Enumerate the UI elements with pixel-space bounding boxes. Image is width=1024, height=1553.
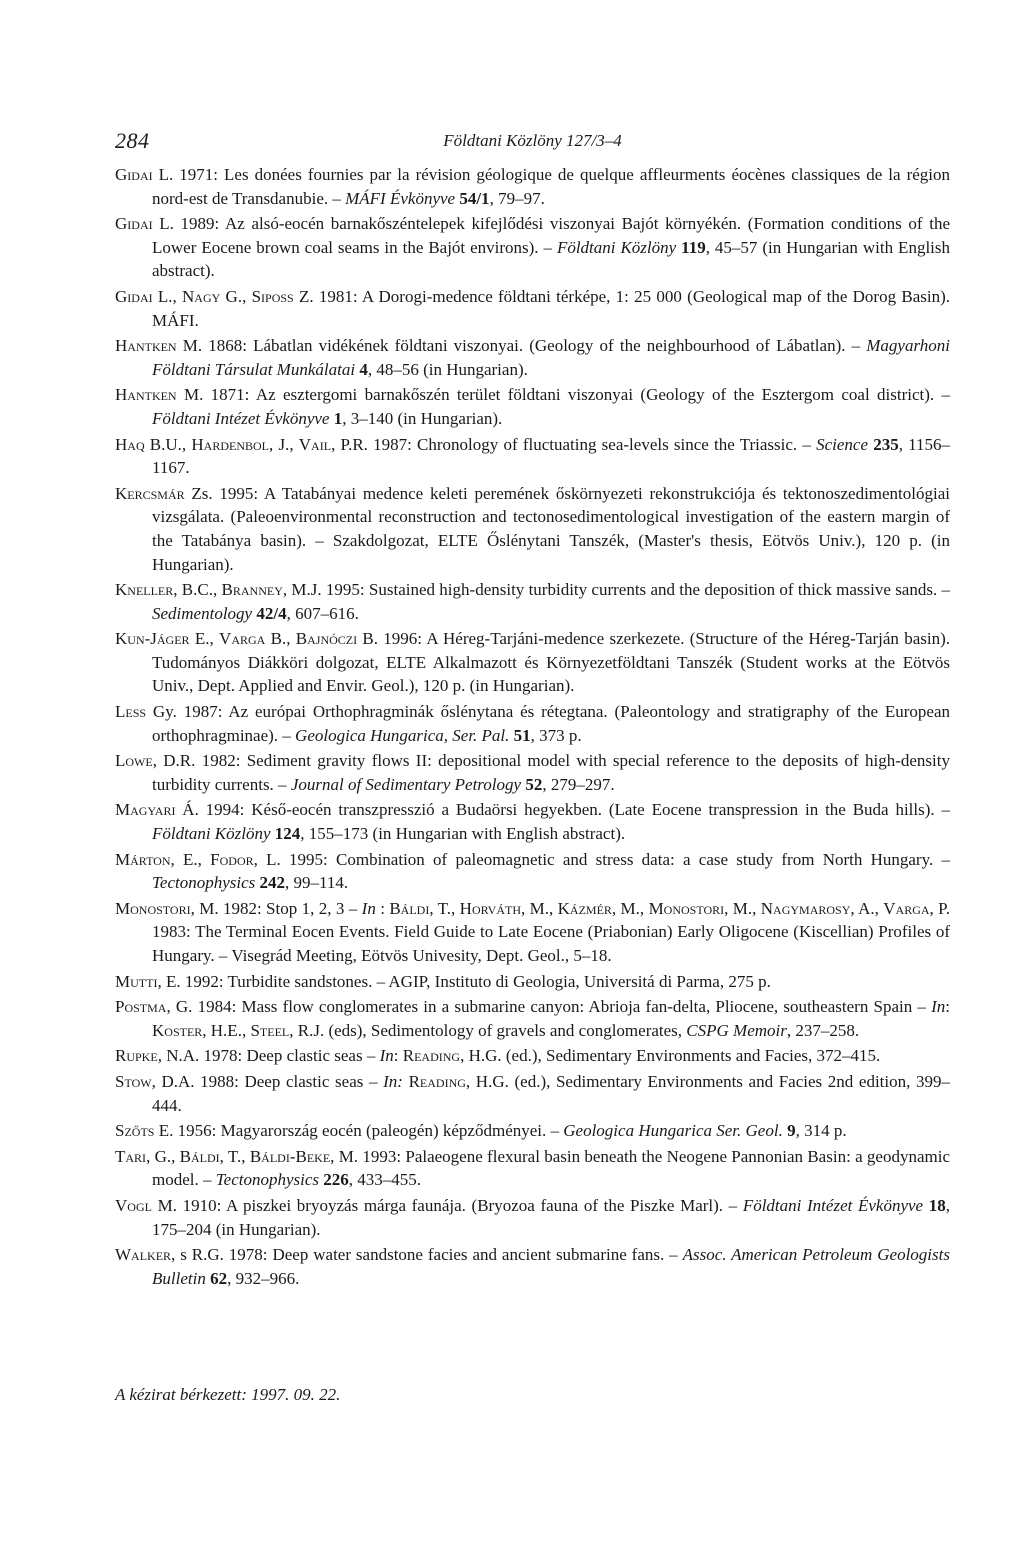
- reference-text: , L. 1995: Combination of paleomagnetic and stress data: a case study from North Hungary. –: [253, 849, 950, 869]
- volume-number: 242: [259, 873, 286, 893]
- reference-text: , 1156–1167.: [152, 434, 951, 478]
- publication-title: Geologica Hungarica, Ser. Pal.: [295, 725, 510, 745]
- author-name: Bajnóczi: [295, 629, 358, 649]
- author-name: Hantken: [115, 336, 177, 356]
- author-name: Postma: [115, 997, 167, 1017]
- volume-number: 124: [274, 824, 301, 844]
- reference-text: , D.R. 1982: Sediment gravity flows II: depositional model with special reference to the deposits of high-density turbidity currents. –: [152, 751, 950, 794]
- reference-text: , 99–114.: [285, 873, 349, 893]
- reference-text: , M. 1993: Palaeogene flexural basin beneath the Neogene Pannonian Basin: a geodynamic model. –: [152, 1146, 950, 1190]
- reference-text: , T.,: [219, 1146, 250, 1166]
- reference-text: B.,: [265, 629, 296, 649]
- author-name: Hardenbol: [191, 434, 269, 454]
- reference-text: , 433–455.: [348, 1170, 422, 1190]
- volume-number: 226: [323, 1170, 349, 1190]
- publication-title: Tectonophysics: [152, 873, 256, 893]
- author-name: Siposs: [251, 286, 294, 306]
- reference-entry: [115, 1070, 950, 1117]
- reference-text: , A.,: [850, 898, 884, 918]
- reference-text: , G.,: [146, 1146, 180, 1166]
- author-name: Steel: [250, 1020, 290, 1040]
- reference-text: Gy. 1987: Az európai Orthophragminák őslénytana és rétegtana. (Paleontology and stratigraphy of the European orthophragminae). –: [146, 702, 950, 745]
- volume-number: 9: [787, 1121, 796, 1141]
- author-name: Nagy: [182, 286, 221, 306]
- author-name: Haq: [115, 434, 145, 454]
- reference-text: , 373 p.: [530, 725, 582, 745]
- reference-text: , E.,: [170, 849, 211, 869]
- reference-text: , H.E.,: [202, 1020, 251, 1040]
- reference-entry: [115, 1243, 950, 1290]
- author-name: Magyari: [115, 800, 176, 820]
- author-name: Monostori: [115, 898, 191, 918]
- reference-text: , H.G. (ed.), Sedimentary Environments and Facies, 372–415.: [460, 1046, 881, 1066]
- publication-title: Science: [816, 434, 868, 454]
- author-name: Vail: [298, 434, 332, 454]
- running-head: [115, 128, 950, 158]
- author-name: Kázmér: [557, 898, 612, 918]
- reference-text: , M.J. 1995: Sustained high-density turbidity currents and the deposition of thick massive sands. –: [282, 580, 951, 600]
- author-name: Stow: [115, 1071, 152, 1091]
- journal-title: Földtani Közlöny 127/3–4: [443, 131, 622, 150]
- author-name: Báldi: [179, 1146, 220, 1166]
- reference-entry: [115, 334, 950, 381]
- author-name: Kneller: [115, 580, 174, 600]
- reference-entry: [115, 897, 950, 968]
- publication-title: Tectonophysics: [215, 1170, 320, 1190]
- author-name: Horváth: [459, 898, 521, 918]
- reference-text: B.U.,: [144, 434, 192, 454]
- publication-title: Földtani Intézet Évkönyve: [152, 408, 330, 428]
- publication-title: Assoc. American Petroleum Geologists Bulletin: [152, 1245, 950, 1288]
- reference-text: B. 1996: A Héreg-Tarjáni-medence szerkezete. (Structure of the Héreg-Tarján basin). Tudományos Diákköri dolgozat, ELTE Alkalmazott és Környezetföldtani Tanszék (Student works at the Eötvös Univ., Dept. Applied and Envir. Geol.), 120 p. (in Hungarian).: [152, 629, 951, 696]
- reference-text: , R.J. (eds), Sedimentology of gravels and conglomerates,: [289, 1020, 687, 1040]
- publication-title: Földtani Intézet Évkönyve: [742, 1195, 924, 1215]
- reference-text: , 932–966.: [227, 1268, 300, 1288]
- reference-text: , s R.G. 1978: Deep water sandstone facies and ancient submarine fans. –: [171, 1245, 683, 1265]
- reference-entry: [115, 798, 950, 845]
- reference-text: E.,: [189, 629, 220, 649]
- reference-text: , 314 p.: [795, 1121, 847, 1141]
- author-name: Less: [115, 702, 147, 722]
- reference-list: [115, 163, 950, 1292]
- publication-title: In: [379, 1046, 394, 1066]
- author-name: Reading: [408, 1071, 466, 1091]
- reference-entry: [115, 163, 950, 210]
- reference-text: , P. 1983: The Terminal Eocen Events. Field Guide to Late Eocene (Priabonian) Early Oligocene (Kiscellian) Profiles of Hungary. – Visegrád Meeting, Eötvös Univesity, Dept. Geol., 5–18.: [152, 898, 950, 965]
- reference-text: , N.A. 1978: Deep clastic seas –: [157, 1046, 380, 1066]
- publication-title: Földtani Közlöny: [556, 237, 677, 257]
- reference-text: Zs. 1995: A Tatabányai medence keleti peremének őskörnyezeti rekonstrukciója és tektonoszedimentológiai vizsgálata. (Paleoenvironmental reconstruction and tectonosedimentological investigation of the eastern margin of the Tatabánya basin). – Szakdolgozat, ELTE Őslénytani Tanszék, (Master's thesis, Eötvös Univ.), 120 p. (in Hungarian).: [152, 483, 950, 574]
- volume-number: 51: [513, 725, 531, 745]
- volume-number: 235: [873, 434, 899, 454]
- reference-text: , 175–204 (in Hungarian).: [152, 1195, 950, 1239]
- reference-text: , 48–56 (in Hungarian).: [367, 359, 528, 379]
- author-name: Walker: [115, 1245, 172, 1265]
- reference-text: , M.,: [724, 898, 761, 918]
- reference-text: M. 1868: Lábatlan vidékének földtani viszonyai. (Geology of the neighbourhood of Lábatlan). –: [176, 336, 867, 356]
- author-name: Rupke: [115, 1046, 158, 1066]
- volume-number: 54/1: [459, 188, 490, 208]
- reference-text: E. 1956: Magyarország eocén (paleogén) képződményei. –: [154, 1121, 564, 1141]
- author-name: Branney: [221, 580, 283, 600]
- volume-number: 1: [333, 408, 343, 428]
- reference-text: , 237–258.: [786, 1020, 860, 1040]
- author-name: Báldi: [389, 898, 430, 918]
- reference-text: , G. 1984: Mass flow conglomerates in a submarine canyon: Abrioja fan-delta, Pliocene, southeastern Spain –: [166, 997, 932, 1017]
- reference-text: G.,: [220, 286, 252, 306]
- reference-entry: [115, 995, 950, 1042]
- reference-text: , 279–297.: [542, 774, 615, 794]
- reference-text: , 79–97.: [489, 188, 545, 208]
- volume-number: 52: [525, 774, 543, 794]
- author-name: Gidai: [115, 165, 153, 184]
- author-name: Szőts: [115, 1121, 155, 1141]
- publication-title: Sedimentology: [152, 603, 253, 623]
- reference-text: , M. 1982: Stop 1, 2, 3 –: [190, 898, 362, 918]
- reference-text: , D.A. 1988: Deep clastic seas –: [151, 1071, 384, 1091]
- reference-text: , T.,: [429, 898, 460, 918]
- volume-number: 4: [359, 359, 368, 379]
- reference-text: :: [945, 997, 950, 1017]
- reference-entry: [115, 1145, 950, 1192]
- volume-number: 18: [928, 1195, 946, 1215]
- publication-title: Földtani Közlöny: [152, 824, 271, 844]
- reference-text: , B.C.,: [173, 580, 222, 600]
- reference-text: , E. 1992: Turbidite sandstones. – AGIP, Instituto di Geologia, Universitá di Parma, 275 p.: [157, 971, 771, 991]
- reference-text: , M.,: [521, 898, 558, 918]
- reference-entry: [115, 212, 950, 283]
- author-name: Hantken: [115, 385, 177, 405]
- publication-title: In: [931, 997, 946, 1017]
- reference-text: L.,: [152, 286, 183, 306]
- author-name: Varga: [883, 898, 930, 918]
- reference-entry: [115, 1119, 950, 1143]
- author-name: Kercsmár: [115, 483, 185, 503]
- reference-text: , P.R. 1987: Chronology of fluctuating sea-levels since the Triassic. –: [331, 434, 817, 454]
- reference-entry: [115, 749, 950, 796]
- reference-entry: [115, 578, 950, 625]
- reference-entry: [115, 627, 950, 698]
- publication-title: Journal of Sedimentary Petrology: [290, 774, 522, 794]
- reference-entry: [115, 848, 950, 895]
- publication-title: Geologica Hungarica Ser. Geol.: [563, 1121, 783, 1141]
- reference-text: , 3–140 (in Hungarian).: [342, 408, 503, 428]
- publication-title: MÁFI Évkönyve: [345, 188, 456, 208]
- reference-text: , 607–616.: [286, 603, 359, 623]
- reference-text: , J.,: [269, 434, 299, 454]
- reference-text: L. 1971: Les donées fournies par la révision géologique de quelque affleurments éocènes classiques de la région nord-est de Transdanubie. –: [152, 165, 950, 208]
- publication-title: Magyarhoni Földtani Társulat Munkálatai: [152, 336, 950, 379]
- author-name: Koster: [152, 1020, 203, 1040]
- reference-text: , 155–173 (in Hungarian with English abstract).: [300, 824, 626, 844]
- reference-text: , M.,: [611, 898, 649, 918]
- reference-text: , H.G. (ed.), Sedimentary Environments and Facies 2nd edition, 399–444.: [152, 1071, 950, 1115]
- author-name: Nagymarosy: [760, 898, 851, 918]
- volume-number: 42/4: [256, 603, 287, 623]
- reference-text: Z. 1981: A Dorogi-medence földtani térképe, 1: 25 000 (Geological map of the Dorog Basin). MÁFI.: [152, 286, 950, 330]
- author-name: Kun-Jáger: [115, 629, 190, 649]
- author-name: Báldi-Beke: [249, 1146, 331, 1166]
- reference-text: :: [375, 898, 390, 918]
- author-name: Reading: [402, 1046, 461, 1066]
- author-name: Gidai: [115, 286, 153, 306]
- reference-entry: [115, 1194, 950, 1241]
- author-name: Márton: [115, 849, 171, 869]
- author-name: Varga: [219, 629, 266, 649]
- reference-text: :: [393, 1046, 403, 1066]
- reference-entry: [115, 482, 950, 576]
- publication-title: CSPG Memoir: [686, 1020, 787, 1040]
- publication-title: In: [361, 898, 376, 918]
- reference-entry: [115, 700, 950, 747]
- reference-text: Á. 1994: Késő-eocén transzpresszió a Budaörsi hegyekben. (Late Eocene transpression in the Buda hills). –: [175, 800, 950, 820]
- reference-text: M. 1910: A piszkei bryoyzás márga faunája. (Bryozoa fauna of the Piszke Marl). –: [151, 1195, 743, 1215]
- reference-text: , 45–57 (in Hungarian with English abstract).: [152, 237, 951, 281]
- reference-entry: [115, 1044, 950, 1068]
- author-name: Tari: [115, 1146, 147, 1166]
- reference-text: L. 1989: Az alsó-eocén barnakőszéntelepek kifejlődési viszonyai Bajót környékén. (Formation conditions of the Lower Eocene brown coal seams in the Bajót environs). –: [152, 214, 950, 257]
- reference-text: M. 1871: Az esztergomi barnakőszén terület földtani viszonyai (Geology of the Esztergom coal district). –: [176, 385, 950, 405]
- page-number: 284: [115, 128, 150, 153]
- publication-title: In:: [383, 1071, 403, 1091]
- reference-entry: [115, 383, 950, 430]
- author-name: Monostori: [648, 898, 725, 918]
- manuscript-received-note: A kézirat bérkezett: 1997. 09. 22.: [115, 1385, 341, 1404]
- author-name: Vogl: [115, 1195, 152, 1215]
- author-name: Lowe: [115, 751, 153, 771]
- volume-number: 62: [210, 1268, 228, 1288]
- author-name: Gidai: [115, 214, 153, 234]
- reference-entry: [115, 433, 950, 480]
- author-name: Mutti: [115, 971, 158, 991]
- volume-number: 119: [681, 237, 706, 257]
- reference-entry: [115, 970, 950, 994]
- author-name: Fodor: [210, 849, 254, 869]
- reference-entry: [115, 285, 950, 332]
